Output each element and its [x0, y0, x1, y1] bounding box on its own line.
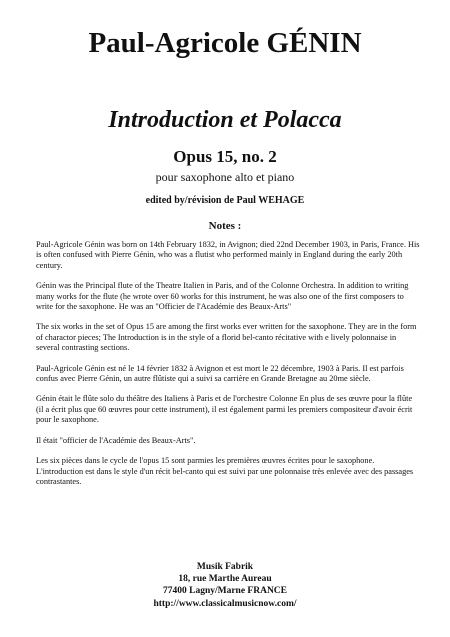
notes-paragraph: Génin était le flûte solo du théâtre des Italiens à Paris et de l'orchestre Colonne En plus de ses œuvre pour la flûte (il a écrit plus que 60 œuvres pour cette instrument), il est également parmi les premiers compositeur d'avoir écrit pour le saxophone.	[36, 394, 413, 425]
work-title: Introduction et Polacca	[108, 107, 342, 133]
notes-paragraph: The six works in the set of Opus 15 are among the first works ever written for the saxophone. They are in the form of charactor pieces; The Introduction is in the style of a florid bel-canto récitative with e lively polonnaise in several contrasting sections.	[36, 322, 417, 353]
notes-heading: Notes :	[208, 220, 242, 232]
notes-paragraph: Paul-Agricole Génin est né le 14 février 1832 à Avignon et est mort le 22 décembre, 1903 à Paris. Il est parfois confus avec Pierre Génin, un autre flûtiste qui a suivi sa carrière en Grande Bretagne au 20me siècle.	[36, 363, 404, 384]
instrumentation: pour saxophone alto et piano	[155, 170, 295, 184]
notes-paragraph: Génin was the Principal flute of the Theatre Italien in Paris, and of the Colonne Orchestra. In addition to writing many works for the flute (he wrote over 60 works for this instrument, he was also one of the first composers to write for the saxophone. He was an "Officier de l'Académie des Beaux-Arts"	[36, 281, 409, 312]
publisher-city: 77400 Lagny/Marne FRANCE	[162, 586, 288, 597]
opus-number: Opus 15, no. 2	[173, 147, 277, 166]
publisher-street: 18, rue Marthe Aureau	[178, 574, 272, 585]
notes-paragraph: Paul-Agricole Génin was born on 14th February 1832, in Avignon; died 22nd December 1903, in Paris, France. His is often confused with Pierre Génin, who was a flutist who performed mainly in England during the early 20th century.	[36, 240, 420, 270]
notes-body	[36, 240, 421, 497]
editor-credit: edited by/révision de Paul WEHAGE	[145, 195, 305, 206]
composer-name: Paul-Agricole GÉNIN	[88, 27, 362, 59]
publisher-block	[0, 561, 450, 610]
publisher-name: Musik Fabrik	[196, 562, 254, 572]
notes-paragraph: Les six pièces dans le cycle de l'opus 15 sont parmies les premières œuvres écrites pour le saxophone. L'introduction est dans le style d'un récit bel-canto qui est suivi par une polonnaise très enlevée avec des passages contrastantes.	[36, 456, 414, 486]
notes-paragraph: Il était "officier de l'Académie des Beaux-Arts".	[36, 435, 196, 445]
publisher-website: http://www.classicalmusicnow.com/	[153, 598, 297, 609]
